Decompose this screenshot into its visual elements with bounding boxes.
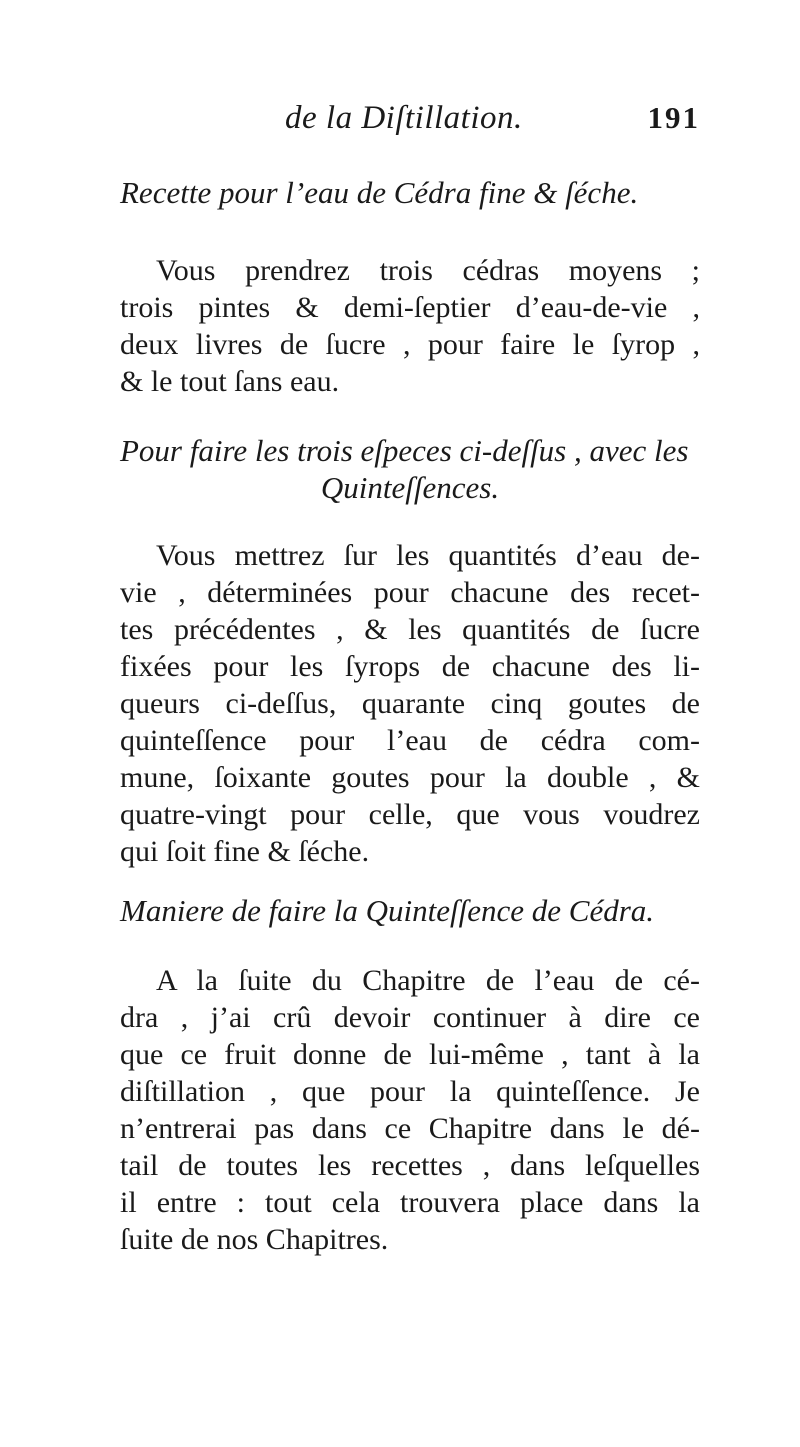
heading-line: Maniere de faire la Quinteſſence de Cédra.	[120, 893, 655, 928]
paragraph-maniere	[120, 962, 700, 1258]
text-line: dra , j’ai crû devoir continuer à dire ce	[120, 1001, 700, 1034]
heading-line: Recette pour l’eau de Cédra fine & ſéche.	[120, 175, 639, 210]
text-line: il entre : tout cela trouvera place dans la	[120, 1186, 700, 1219]
text-line: tes précédentes , & les quantités de ſucre	[120, 613, 700, 646]
section-heading-quintessences	[120, 432, 700, 506]
text-line: trois pintes & demi-ſeptier d’eau-de-vie ,	[120, 291, 700, 324]
text-line: ſuite de nos Chapitres.	[120, 1223, 389, 1256]
text-line: deux livres de ſucre , pour faire le ſyrop ,	[120, 328, 700, 361]
section-heading-cedra-fine	[120, 174, 700, 211]
text-line: vie , déterminées pour chacune des recet-	[120, 576, 700, 609]
running-head	[120, 100, 700, 144]
running-title: de la Diſtillation.	[285, 100, 523, 136]
text-line: diſtillation , que pour la quinteſſence. Je	[120, 1075, 700, 1108]
text-line: que ce fruit donne de lui-même , tant à la	[120, 1038, 700, 1071]
text-line: Vous prendrez trois cédras moyens ;	[156, 254, 700, 287]
page-number: 191	[647, 100, 700, 135]
text-line: quatre-vingt pour celle, que vous voudrez	[120, 798, 700, 831]
text-line: n’entrerai pas dans ce Chapitre dans le dé-	[120, 1112, 700, 1145]
heading-line: Quinteſſences.	[320, 470, 500, 505]
text-line: quinteſſence pour l’eau de cédra com-	[120, 724, 700, 757]
text-line: queurs ci-deſſus, quarante cinq goutes de	[120, 687, 700, 720]
text-line: mune, ſoixante goutes pour la double , &	[120, 761, 700, 794]
paragraph-cedra-fine	[120, 252, 700, 400]
text-line: qui ſoit fine & ſéche.	[120, 835, 370, 868]
section-heading-maniere	[120, 892, 700, 929]
paragraph-quintessences	[120, 537, 700, 870]
text-line: Vous mettrez ſur les quantités d’eau de-	[156, 539, 700, 572]
text-line: tail de toutes les recettes , dans leſquelles	[120, 1149, 700, 1182]
heading-line: Pour faire les trois eſpeces ci-deſſus , avec les	[120, 433, 689, 468]
text-line: fixées pour les ſyrops de chacune des li-	[120, 650, 700, 683]
text-line: A la ſuite du Chapitre de l’eau de cé-	[156, 964, 700, 997]
text-line: & le tout ſans eau.	[120, 365, 340, 398]
